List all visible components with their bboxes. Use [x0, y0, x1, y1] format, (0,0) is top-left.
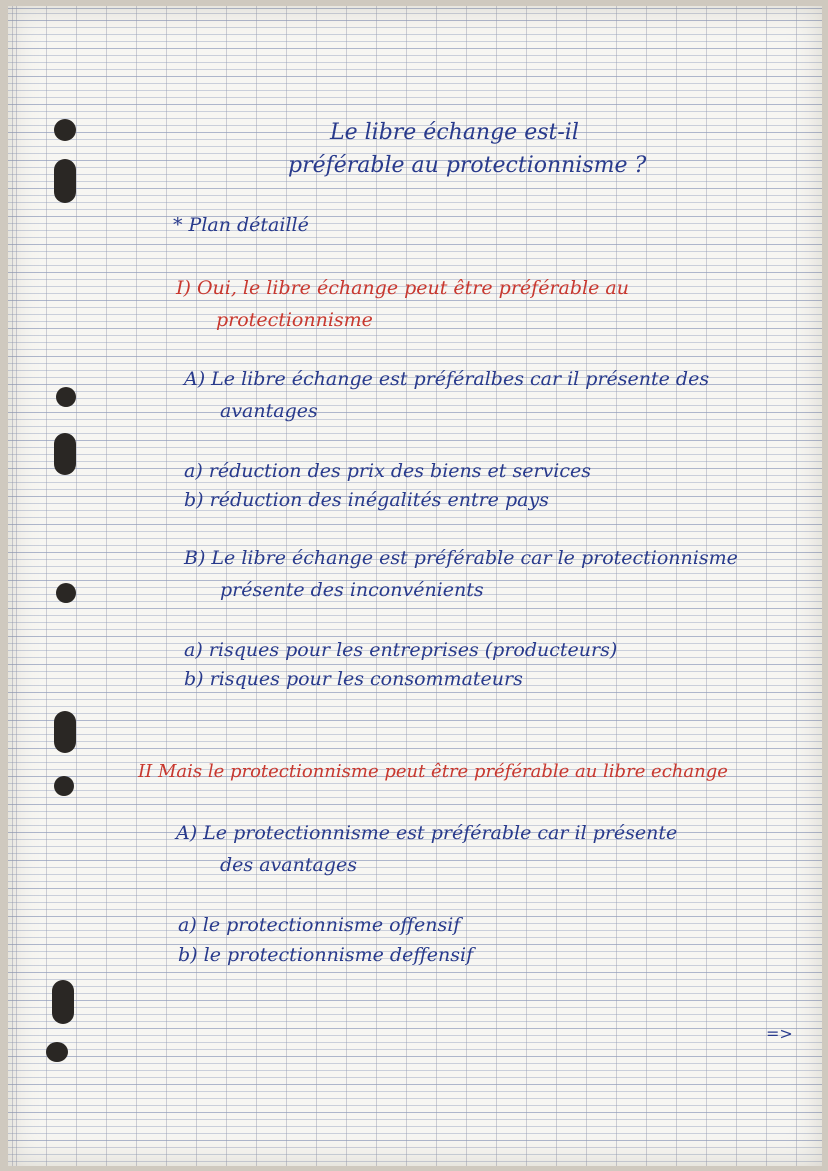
part1-A-line-1: A) Le libre échange est préféralbes car il présente des: [184, 368, 710, 390]
part1-A-item-b: b) réduction des inégalités entre pays: [184, 489, 549, 511]
part2-A-line-1: A) Le protectionnisme est préférable car il présente: [176, 822, 678, 844]
part1-B-line-2: présente des inconvénients: [220, 579, 484, 601]
part1-B-item-a: a) risques pour les entreprises (producteurs): [184, 639, 618, 661]
binder-hole: [52, 980, 74, 1024]
binder-hole: [54, 119, 76, 141]
binder-hole: [54, 159, 76, 203]
binder-hole: [56, 387, 76, 407]
title-line-2: préférable au protectionnisme ?: [288, 153, 647, 178]
part2-A-item-b: b) le protectionnisme deffensif: [178, 944, 474, 966]
part1-A-line-2: avantages: [220, 400, 318, 422]
part1-B-item-b: b) risques pour les consommateurs: [184, 668, 523, 690]
continue-arrow-icon: =>: [766, 1024, 793, 1043]
binder-hole: [54, 776, 74, 796]
part2-A-item-a: a) le protectionnisme offensif: [178, 914, 461, 936]
plan-label: * Plan détaillé: [173, 214, 309, 236]
part2-A-line-2: des avantages: [220, 854, 357, 876]
binder-hole: [56, 583, 76, 603]
binder-hole: [54, 433, 76, 475]
binder-hole: [54, 711, 76, 753]
title-line-1: Le libre échange est-il: [330, 120, 579, 145]
notebook-page: [8, 6, 822, 1166]
part2-heading: II Mais le protectionnisme peut être préférable au libre echange: [138, 761, 728, 782]
part1-A-item-a: a) réduction des prix des biens et services: [184, 460, 591, 482]
part1-B-line-1: B) Le libre échange est préférable car le protectionnisme: [184, 547, 738, 569]
part1-heading-line-2: protectionnisme: [216, 309, 373, 331]
binder-hole: [46, 1042, 68, 1062]
part1-heading-line-1: I) Oui, le libre échange peut être préférable au: [176, 277, 629, 299]
